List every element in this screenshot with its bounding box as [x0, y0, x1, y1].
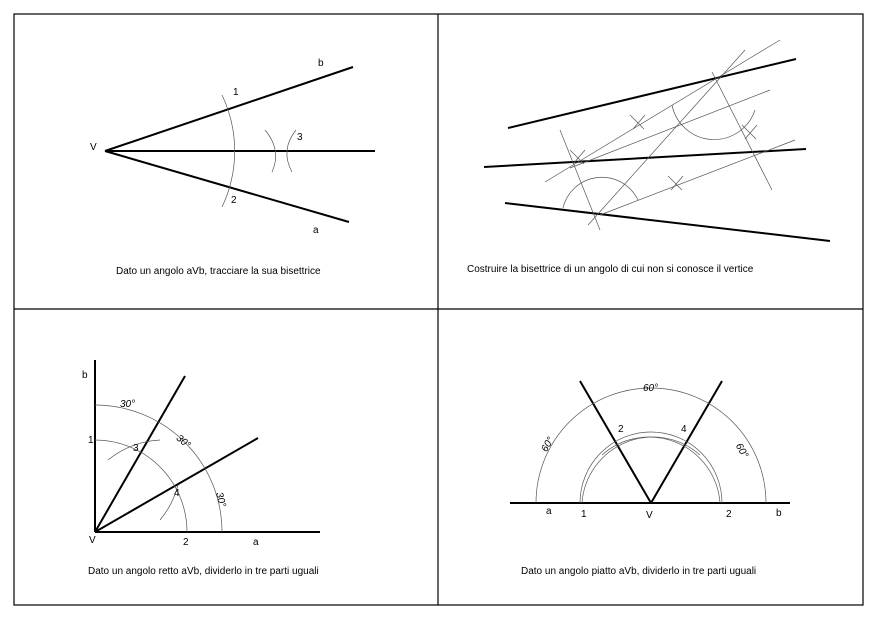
angle-label-left: 60°: [539, 435, 557, 454]
label-2: 2: [618, 424, 624, 435]
panel-angle-bisector: [90, 58, 375, 277]
caption-bottom-right: Dato un angolo piatto aVb, dividerlo in tre parti uguali: [521, 566, 757, 577]
arc-upper-vertex: [672, 105, 755, 140]
label-v: V: [89, 535, 96, 546]
construction-line-6: [560, 130, 600, 230]
label-a: a: [546, 506, 552, 517]
panel-bisector-unknown-vertex: [467, 40, 830, 275]
angle-label-1: 30°: [120, 399, 136, 410]
panel-straight-angle-trisection: [510, 381, 790, 577]
construction-line-3: [588, 50, 745, 225]
label-b: b: [776, 508, 782, 519]
caption-top-right: Costruire la bisettrice di un angolo di cui non si conosce il vertice: [467, 264, 754, 275]
label-b: b: [82, 370, 88, 381]
ray-right: [651, 381, 722, 503]
label-2: 2: [231, 195, 237, 206]
caption-bottom-left: Dato un angolo retto aVb, dividerlo in tre parti uguali: [88, 566, 319, 577]
arc-radius: [580, 432, 722, 503]
angle-label-2: 30°: [173, 432, 193, 451]
label-v: V: [646, 510, 653, 521]
ray-left: [580, 381, 651, 503]
arc-60deg-outer: [536, 388, 766, 503]
label-1: 1: [581, 509, 587, 520]
label-1: 1: [233, 87, 239, 98]
panel-right-angle-trisection: [82, 360, 320, 577]
caption-top-left: Dato un angolo aVb, tracciare la sua bisettrice: [116, 266, 321, 277]
label-4: 4: [681, 424, 687, 435]
line-lower: [505, 203, 830, 241]
arc-radius-outer: [95, 405, 222, 532]
angle-label-right: 60°: [732, 441, 751, 461]
label-4: 4: [174, 488, 180, 499]
label-1: 1: [88, 435, 94, 446]
ray-a: [105, 151, 349, 222]
label-v: V: [90, 142, 97, 153]
label-3: 3: [133, 443, 139, 454]
angle-label-top: 60°: [643, 383, 659, 394]
arc-from-2: [602, 437, 720, 503]
tick-mark-1: [630, 115, 645, 129]
label-3: 3: [297, 132, 303, 143]
line-middle: [484, 149, 806, 167]
tick-mark-2: [742, 125, 757, 139]
angle-label-3: 30°: [213, 491, 228, 509]
label-2: 2: [183, 537, 189, 548]
ray-60deg: [95, 376, 185, 532]
label-b: b: [318, 58, 324, 69]
ray-b: [105, 67, 353, 151]
label-2-right: 2: [726, 509, 732, 520]
arc-from-1: [582, 437, 700, 503]
label-a: a: [313, 225, 319, 236]
label-a: a: [253, 537, 259, 548]
construction-line-5: [712, 72, 772, 190]
